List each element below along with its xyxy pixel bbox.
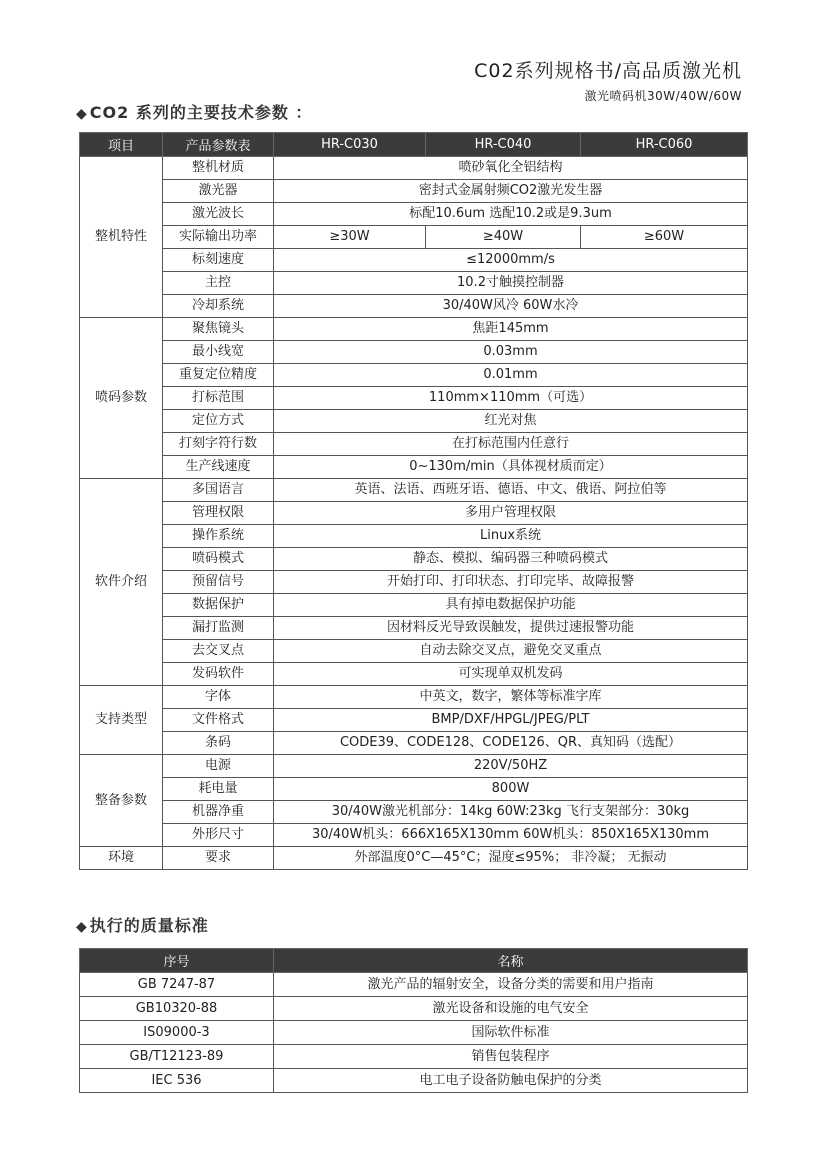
standards-table bbox=[79, 948, 748, 1093]
spec-row bbox=[80, 318, 748, 341]
param-name-cell: 电源 bbox=[163, 755, 274, 778]
param-value-cell: ≤12000mm/s bbox=[274, 249, 748, 272]
column-header-model-c040: HR-C040 bbox=[426, 133, 581, 157]
param-name-cell: 激光器 bbox=[163, 180, 274, 203]
spec-row bbox=[80, 341, 748, 364]
param-name-cell: 打刻字符行数 bbox=[163, 433, 274, 456]
diamond-bullet-icon: ◆ bbox=[76, 106, 88, 122]
model-value-cell: ≥40W bbox=[426, 226, 581, 249]
param-name-cell: 主控 bbox=[163, 272, 274, 295]
param-value-cell: CODE39、CODE128、CODE126、QR、真知码（选配） bbox=[274, 732, 748, 755]
column-header-name: 名称 bbox=[274, 949, 748, 973]
param-value-cell: BMP/DXF/HPGL/JPEG/PLT bbox=[274, 709, 748, 732]
spec-row bbox=[80, 180, 748, 203]
param-value-cell: 喷砂氧化全铝结构 bbox=[274, 157, 748, 180]
param-value-cell: 220V/50HZ bbox=[274, 755, 748, 778]
param-name-cell: 最小线宽 bbox=[163, 341, 274, 364]
param-value-cell: 可实现单双机发码 bbox=[274, 663, 748, 686]
spec-row bbox=[80, 387, 748, 410]
spec-row bbox=[80, 732, 748, 755]
spec-row bbox=[80, 640, 748, 663]
param-value-cell: 0~130m/min（具体视材质而定） bbox=[274, 456, 748, 479]
standards-table-body bbox=[80, 973, 748, 1093]
param-value-cell: 30/40W风冷 60W水冷 bbox=[274, 295, 748, 318]
spec-row bbox=[80, 456, 748, 479]
param-name-cell: 要求 bbox=[163, 847, 274, 870]
param-value-cell: 自动去除交叉点，避免交叉重点 bbox=[274, 640, 748, 663]
param-name-cell: 耗电量 bbox=[163, 778, 274, 801]
standard-row bbox=[80, 1045, 748, 1069]
document-subtitle: 激光喷码机30W/40W/60W bbox=[584, 89, 742, 103]
param-value-cell: 30/40W激光机部分：14kg 60W:23kg 飞行支架部分：30kg bbox=[274, 801, 748, 824]
standard-code-cell: IS09000-3 bbox=[80, 1021, 274, 1045]
standards-section-heading bbox=[76, 913, 209, 936]
column-header-param: 产品参数表 bbox=[163, 133, 274, 157]
spec-row bbox=[80, 709, 748, 732]
category-cell: 支持类型 bbox=[80, 686, 163, 755]
standard-code-cell: IEC 536 bbox=[80, 1069, 274, 1093]
category-cell: 整机特性 bbox=[80, 157, 163, 318]
spec-row bbox=[80, 295, 748, 318]
param-name-cell: 数据保护 bbox=[163, 594, 274, 617]
category-cell: 环境 bbox=[80, 847, 163, 870]
standard-name-cell: 国际软件标准 bbox=[274, 1021, 748, 1045]
param-value-cell: 在打标范围内任意行 bbox=[274, 433, 748, 456]
column-header-model-c060: HR-C060 bbox=[581, 133, 748, 157]
param-value-cell: 外部温度0°C—45°C；湿度≤95%； 非冷凝； 无振动 bbox=[274, 847, 748, 870]
category-cell: 整备参数 bbox=[80, 755, 163, 847]
param-value-cell: 静态、模拟、编码器三种喷码模式 bbox=[274, 548, 748, 571]
param-value-cell: 红光对焦 bbox=[274, 410, 748, 433]
param-name-cell: 条码 bbox=[163, 732, 274, 755]
spec-row bbox=[80, 364, 748, 387]
param-name-cell: 整机材质 bbox=[163, 157, 274, 180]
standard-name-cell: 激光产品的辐射安全，设备分类的需要和用户指南 bbox=[274, 973, 748, 997]
spec-row bbox=[80, 663, 748, 686]
param-name-cell: 生产线速度 bbox=[163, 456, 274, 479]
document-title: C02系列规格书/高品质激光机 bbox=[474, 60, 742, 82]
diamond-bullet-icon: ◆ bbox=[76, 919, 88, 935]
param-value-cell: 开始打印、打印状态、打印完毕、故障报警 bbox=[274, 571, 748, 594]
param-name-cell: 标刻速度 bbox=[163, 249, 274, 272]
param-value-cell: 焦距145mm bbox=[274, 318, 748, 341]
param-value-cell: 10.2寸触摸控制器 bbox=[274, 272, 748, 295]
param-name-cell: 操作系统 bbox=[163, 525, 274, 548]
spec-row bbox=[80, 249, 748, 272]
param-value-cell: 110mm×110mm（可选） bbox=[274, 387, 748, 410]
param-value-cell: 英语、法语、西班牙语、德语、中文、俄语、阿拉伯等 bbox=[274, 479, 748, 502]
param-name-cell: 聚焦镜头 bbox=[163, 318, 274, 341]
standards-heading-text: 执行的质量标准 bbox=[89, 916, 209, 935]
param-name-cell: 预留信号 bbox=[163, 571, 274, 594]
spec-row bbox=[80, 203, 748, 226]
spec-table-header-row bbox=[80, 133, 748, 157]
param-value-cell: 中英文，数字，繁体等标准字库 bbox=[274, 686, 748, 709]
model-value-cell: ≥30W bbox=[274, 226, 426, 249]
column-header-model-c030: HR-C030 bbox=[274, 133, 426, 157]
spec-row bbox=[80, 571, 748, 594]
standards-table-header-row bbox=[80, 949, 748, 973]
spec-heading-text: CO2 系列的主要技术参数 ： bbox=[89, 103, 313, 122]
standard-row bbox=[80, 1021, 748, 1045]
standard-row bbox=[80, 973, 748, 997]
category-cell: 软件介绍 bbox=[80, 479, 163, 686]
spec-row bbox=[80, 686, 748, 709]
param-value-cell: 0.03mm bbox=[274, 341, 748, 364]
param-value-cell: 具有掉电数据保护功能 bbox=[274, 594, 748, 617]
param-name-cell: 打标范围 bbox=[163, 387, 274, 410]
spec-row bbox=[80, 755, 748, 778]
spec-row bbox=[80, 594, 748, 617]
param-name-cell: 发码软件 bbox=[163, 663, 274, 686]
standard-code-cell: GB10320-88 bbox=[80, 997, 274, 1021]
param-name-cell: 管理权限 bbox=[163, 502, 274, 525]
param-value-cell: 0.01mm bbox=[274, 364, 748, 387]
param-value-cell: Linux系统 bbox=[274, 525, 748, 548]
spec-row bbox=[80, 617, 748, 640]
standard-row bbox=[80, 1069, 748, 1093]
param-name-cell: 漏打监测 bbox=[163, 617, 274, 640]
param-name-cell: 字体 bbox=[163, 686, 274, 709]
param-value-cell: 30/40W机头：666X165X130mm 60W机头：850X165X130mm bbox=[274, 824, 748, 847]
spec-row bbox=[80, 548, 748, 571]
spec-row bbox=[80, 226, 748, 249]
param-name-cell: 定位方式 bbox=[163, 410, 274, 433]
category-cell: 喷码参数 bbox=[80, 318, 163, 479]
param-name-cell: 多国语言 bbox=[163, 479, 274, 502]
standard-name-cell: 销售包装程序 bbox=[274, 1045, 748, 1069]
spec-table bbox=[79, 132, 748, 870]
column-header-item: 项目 bbox=[80, 133, 163, 157]
standard-code-cell: GB/T12123-89 bbox=[80, 1045, 274, 1069]
spec-row bbox=[80, 157, 748, 180]
spec-section-heading bbox=[76, 100, 312, 123]
column-header-number: 序号 bbox=[80, 949, 274, 973]
param-value-cell: 多用户管理权限 bbox=[274, 502, 748, 525]
param-name-cell: 文件格式 bbox=[163, 709, 274, 732]
param-value-cell: 标配10.6um 选配10.2或是9.3um bbox=[274, 203, 748, 226]
param-name-cell: 去交叉点 bbox=[163, 640, 274, 663]
spec-row bbox=[80, 502, 748, 525]
param-name-cell: 喷码模式 bbox=[163, 548, 274, 571]
standard-row bbox=[80, 997, 748, 1021]
param-value-cell: 密封式金属射频CO2激光发生器 bbox=[274, 180, 748, 203]
standard-code-cell: GB 7247-87 bbox=[80, 973, 274, 997]
standard-name-cell: 电工电子设备防触电保护的分类 bbox=[274, 1069, 748, 1093]
standard-name-cell: 激光设备和设施的电气安全 bbox=[274, 997, 748, 1021]
param-name-cell: 重复定位精度 bbox=[163, 364, 274, 387]
model-value-cell: ≥60W bbox=[581, 226, 748, 249]
spec-row bbox=[80, 525, 748, 548]
spec-row bbox=[80, 479, 748, 502]
param-name-cell: 外形尺寸 bbox=[163, 824, 274, 847]
spec-table-body bbox=[80, 157, 748, 870]
spec-row bbox=[80, 410, 748, 433]
spec-row bbox=[80, 778, 748, 801]
param-name-cell: 机器净重 bbox=[163, 801, 274, 824]
spec-row bbox=[80, 801, 748, 824]
param-name-cell: 激光波长 bbox=[163, 203, 274, 226]
param-name-cell: 冷却系统 bbox=[163, 295, 274, 318]
spec-row bbox=[80, 824, 748, 847]
param-name-cell: 实际输出功率 bbox=[163, 226, 274, 249]
param-value-cell: 800W bbox=[274, 778, 748, 801]
spec-row bbox=[80, 433, 748, 456]
param-value-cell: 因材料反光导致误触发，提供过速报警功能 bbox=[274, 617, 748, 640]
spec-row bbox=[80, 272, 748, 295]
spec-row bbox=[80, 847, 748, 870]
